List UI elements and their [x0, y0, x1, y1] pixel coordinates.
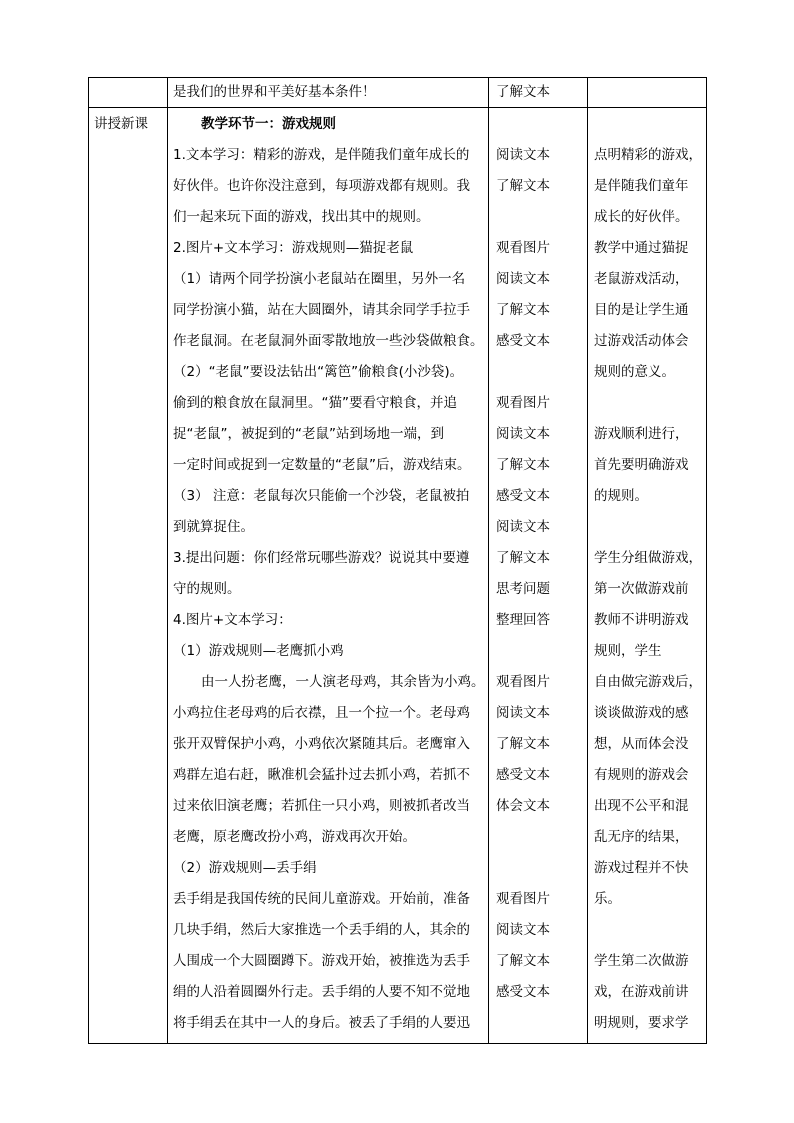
teaching-note-line: 第一次做游戏前	[594, 581, 689, 597]
teaching-note-line: 游戏顺利进行，	[594, 426, 689, 442]
content-line: 一定时间或捉到一定数量的“老鼠”后，游戏结束。	[173, 457, 471, 473]
table-border-right	[706, 77, 707, 1044]
column-divider-1	[167, 77, 168, 1044]
teaching-note-line: 老鼠游戏活动，	[594, 271, 689, 287]
content-line: 们一起来玩下面的游戏，找出其中的规则。	[173, 209, 430, 225]
teaching-note-line: 戏，在游戏前讲	[594, 984, 689, 1000]
column-divider-2	[488, 77, 489, 1044]
content-line: （1）游戏规则—老鹰抓小鸡	[173, 643, 344, 659]
activity-item: 了解文本	[496, 302, 550, 318]
teaching-note-line: 是伴随我们童年	[594, 178, 689, 194]
table-border-top	[88, 77, 707, 78]
activity-item: 思考问题	[496, 581, 550, 597]
activity-item: 阅读文本	[496, 426, 550, 442]
teaching-note-line: 有规则的游戏会	[594, 767, 689, 783]
content-line: 绢的人沿着圆圈外行走。丢手绢的人要不知不觉地	[173, 984, 470, 1000]
teaching-note-line: 目的是让学生通	[594, 302, 689, 318]
table-border-bottom	[88, 1043, 707, 1044]
content-line: 捉“老鼠”，被捉到的“老鼠”站到场地一端，到	[173, 426, 444, 442]
content-line: 人围成一个大圆圈蹲下。游戏开始，被推选为丢手	[173, 953, 470, 969]
activity-item: 感受文本	[496, 333, 550, 349]
activity-item: 整理回答	[496, 612, 550, 628]
content-line: 将手绢丢在其中一人的身后。被丢了手绢的人要迅	[173, 1015, 470, 1031]
teaching-note-line: 乱无序的结果，	[594, 829, 689, 845]
activity-item: 观看图片	[496, 891, 550, 907]
row1-content-text: 是我们的世界和平美好基本条件！	[173, 84, 376, 100]
section-title: 教学环节一：游戏规则	[201, 116, 336, 132]
teaching-note-line: 过游戏活动体会	[594, 333, 689, 349]
activity-item: 了解文本	[496, 457, 550, 473]
table-border-left	[88, 77, 89, 1044]
content-line: 2.图片+文本学习：游戏规则—猫捉老鼠	[173, 240, 414, 256]
teaching-note-line: 教学中通过猫捉	[594, 240, 689, 256]
activity-item: 观看图片	[496, 240, 550, 256]
activity-item: 阅读文本	[496, 519, 550, 535]
teaching-note-line: 教师不讲明游戏	[594, 612, 689, 628]
section-label: 讲授新课	[94, 116, 148, 132]
teaching-note-line: 规则，学生	[594, 643, 662, 659]
content-line: 过来依旧演老鹰；若抓住一只小鸡，则被抓者改当	[173, 798, 470, 814]
teaching-note-line: 乐。	[594, 891, 621, 907]
row1-activity-text: 了解文本	[496, 84, 550, 100]
content-line: 丢手绢是我国传统的民间儿童游戏。开始前，准备	[173, 891, 470, 907]
activity-item: 阅读文本	[496, 922, 550, 938]
teaching-note-line: 游戏过程并不快	[594, 860, 689, 876]
content-line: 3.提出问题：你们经常玩哪些游戏？说说其中要遵	[173, 550, 470, 566]
activity-item: 感受文本	[496, 488, 550, 504]
lesson-plan-table	[88, 77, 707, 1044]
content-line: （3） 注意：老鼠每次只能偷一个沙袋，老鼠被拍	[173, 488, 470, 504]
content-line: 1.文本学习：精彩的游戏，是伴随我们童年成长的	[173, 147, 470, 163]
activity-item: 感受文本	[496, 984, 550, 1000]
content-line: （2）游戏规则—丢手绢	[173, 860, 317, 876]
teaching-note-line: 出现不公平和混	[594, 798, 689, 814]
activity-item: 阅读文本	[496, 271, 550, 287]
content-line: 作老鼠洞。在老鼠洞外面零散地放一些沙袋做粮食。	[173, 333, 484, 349]
row-divider	[88, 107, 707, 108]
teaching-note-line: 首先要明确游戏	[594, 457, 689, 473]
teaching-note-line: 想，从而体会没	[594, 736, 689, 752]
content-line: 同学扮演小猫，站在大圆圈外，请其余同学手拉手	[173, 302, 470, 318]
teaching-note-line: 规则的意义。	[594, 364, 675, 380]
teaching-note-line: 的规则。	[594, 488, 648, 504]
content-line: 守的规则。	[173, 581, 241, 597]
content-line: 张开双臂保护小鸡，小鸡依次紧随其后。老鹰窜入	[173, 736, 470, 752]
activity-item: 阅读文本	[496, 147, 550, 163]
activity-item: 观看图片	[496, 395, 550, 411]
content-line: 4.图片+文本学习：	[173, 612, 292, 628]
content-line: （2）“老鼠”要设法钻出“篱笆”偷粮食(小沙袋)。	[173, 364, 464, 380]
content-line: 老鹰，原老鹰改扮小鸡，游戏再次开始。	[173, 829, 416, 845]
activity-item: 感受文本	[496, 767, 550, 783]
teaching-note-line: 成长的好伙伴。	[594, 209, 689, 225]
activity-item: 了解文本	[496, 953, 550, 969]
teaching-note-line: 学生第二次做游	[594, 953, 689, 969]
content-line: 到就算捉住。	[173, 519, 254, 535]
column-divider-3	[587, 77, 588, 1044]
teaching-note-line: 谈谈做游戏的感	[594, 705, 689, 721]
activity-item: 体会文本	[496, 798, 550, 814]
content-line: 偷到的粮食放在鼠洞里。“猫”要看守粮食，并追	[173, 395, 457, 411]
teaching-note-line: 点明精彩的游戏，	[594, 147, 702, 163]
teaching-note-line: 明规则，要求学	[594, 1015, 689, 1031]
content-line: 几块手绢，然后大家推选一个丢手绢的人，其余的	[173, 922, 470, 938]
teaching-note-line: 自由做完游戏后，	[594, 674, 702, 690]
content-line: （1）请两个同学扮演小老鼠站在圈里，另外一名	[173, 271, 466, 287]
activity-item: 了解文本	[496, 550, 550, 566]
content-line: 由一人扮老鹰，一人演老母鸡，其余皆为小鸡。	[201, 674, 485, 690]
content-line: 好伙伴。也许你没注意到，每项游戏都有规则。我	[173, 178, 470, 194]
activity-item: 阅读文本	[496, 705, 550, 721]
teaching-note-line: 学生分组做游戏，	[594, 550, 702, 566]
activity-item: 了解文本	[496, 736, 550, 752]
content-line: 鸡群左追右赶，瞅准机会猛扑过去抓小鸡，若抓不	[173, 767, 470, 783]
activity-item: 观看图片	[496, 674, 550, 690]
content-line: 小鸡拉住老母鸡的后衣襟，且一个拉一个。老母鸡	[173, 705, 470, 721]
activity-item: 了解文本	[496, 178, 550, 194]
